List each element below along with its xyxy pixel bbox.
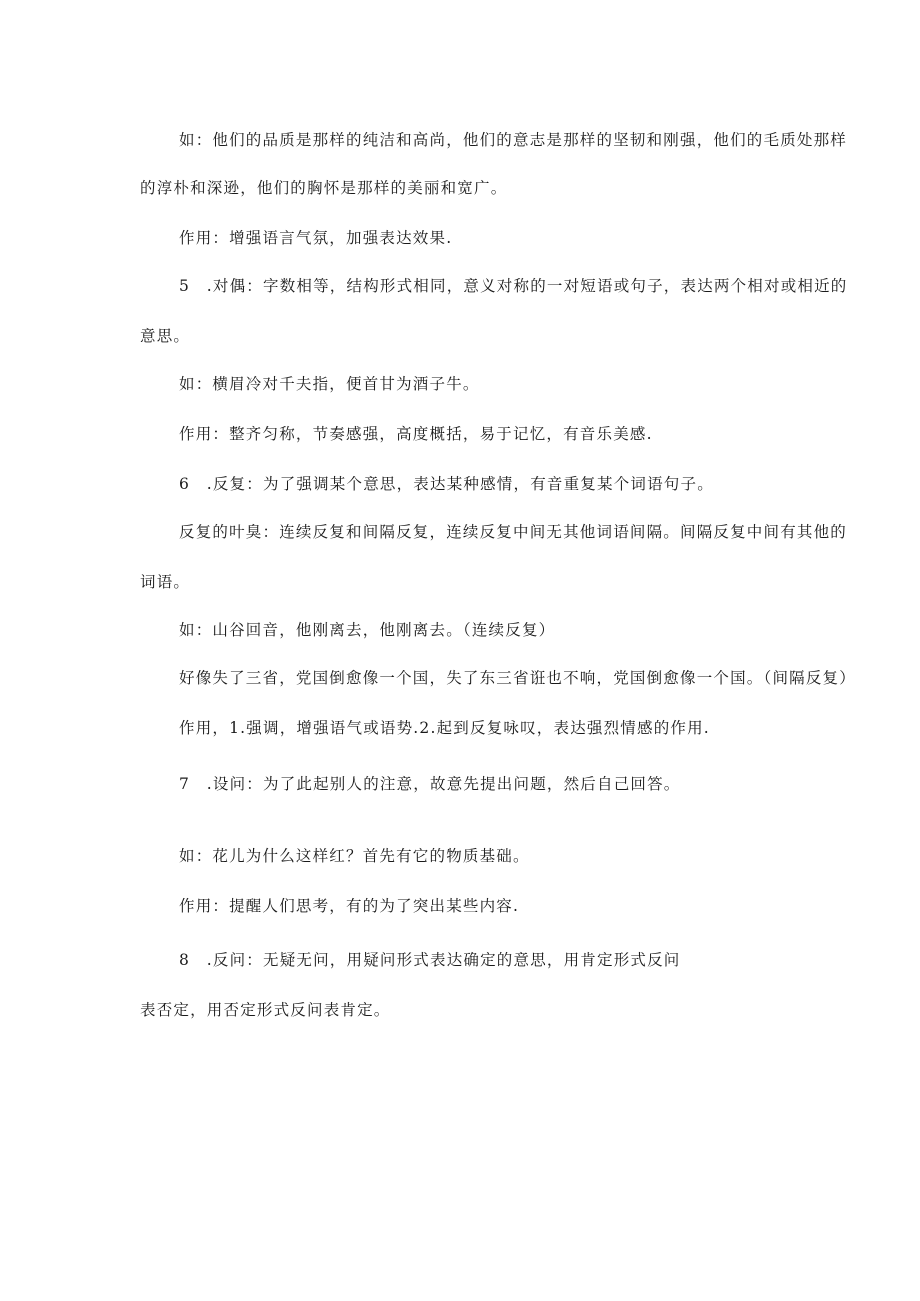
paragraph-line: 作用：增强语言气氛，加强表达效果. — [179, 229, 453, 247]
paragraph-line: 如：花儿为什么这样红？首先有它的物质基础。 — [179, 847, 530, 865]
paragraph-line: 好像失了三省，党国倒愈像一个国，失了东三省诳也不响，党国倒愈像一个国。（间隔反复） — [179, 669, 856, 687]
paragraph-line: 如：山谷回音，他刚离去，他刚离去。（连续反复） — [179, 621, 556, 639]
paragraph-line: 词语。 — [140, 573, 191, 591]
paragraph-line: 作用：整齐匀称，节奏感强，高度概括，易于记忆，有音乐美感. — [179, 425, 653, 443]
paragraph-line: 意思。 — [140, 327, 191, 345]
paragraph-line: 作用，1.强调，增强语气或语势.2.起到反复咏叹，表达强烈情感的作用. — [179, 719, 710, 737]
paragraph-line: 作用：提醒人们思考，有的为了突出某些内容. — [179, 897, 520, 915]
paragraph-line: 8 .反问：无疑无问，用疑问形式表达确定的意思，用肯定形式反问 — [179, 951, 681, 969]
paragraph-line: 表否定，用否定形式反问表肯定。 — [140, 1001, 391, 1019]
paragraph-line: 的淳朴和深逊，他们的胸怀是那样的美丽和宽广。 — [140, 179, 508, 197]
paragraph-line: 如：横眉冷对千夫指，便首甘为酒子牛。 — [179, 375, 480, 393]
paragraph-line: 6 .反复：为了强调某个意思，表达某种感情，有音重复某个词语句子。 — [179, 475, 714, 493]
paragraph-line: 7 .设问：为了此起别人的注意，故意先提出问题，然后自己回答。 — [179, 775, 681, 793]
paragraph-line: 反复的叶臭：连续反复和间隔反复，连续反复中间无其他词语间隔。间隔反复中间有其他的 — [179, 523, 848, 541]
paragraph-line: 如：他们的品质是那样的纯洁和高尚，他们的意志是那样的坚韧和刚强，他们的毛质处那样 — [179, 131, 848, 149]
paragraph-line: 5 .对偶：字数相等，结构形式相同，意义对称的一对短语或句子，表达两个相对或相近的 — [179, 277, 848, 295]
